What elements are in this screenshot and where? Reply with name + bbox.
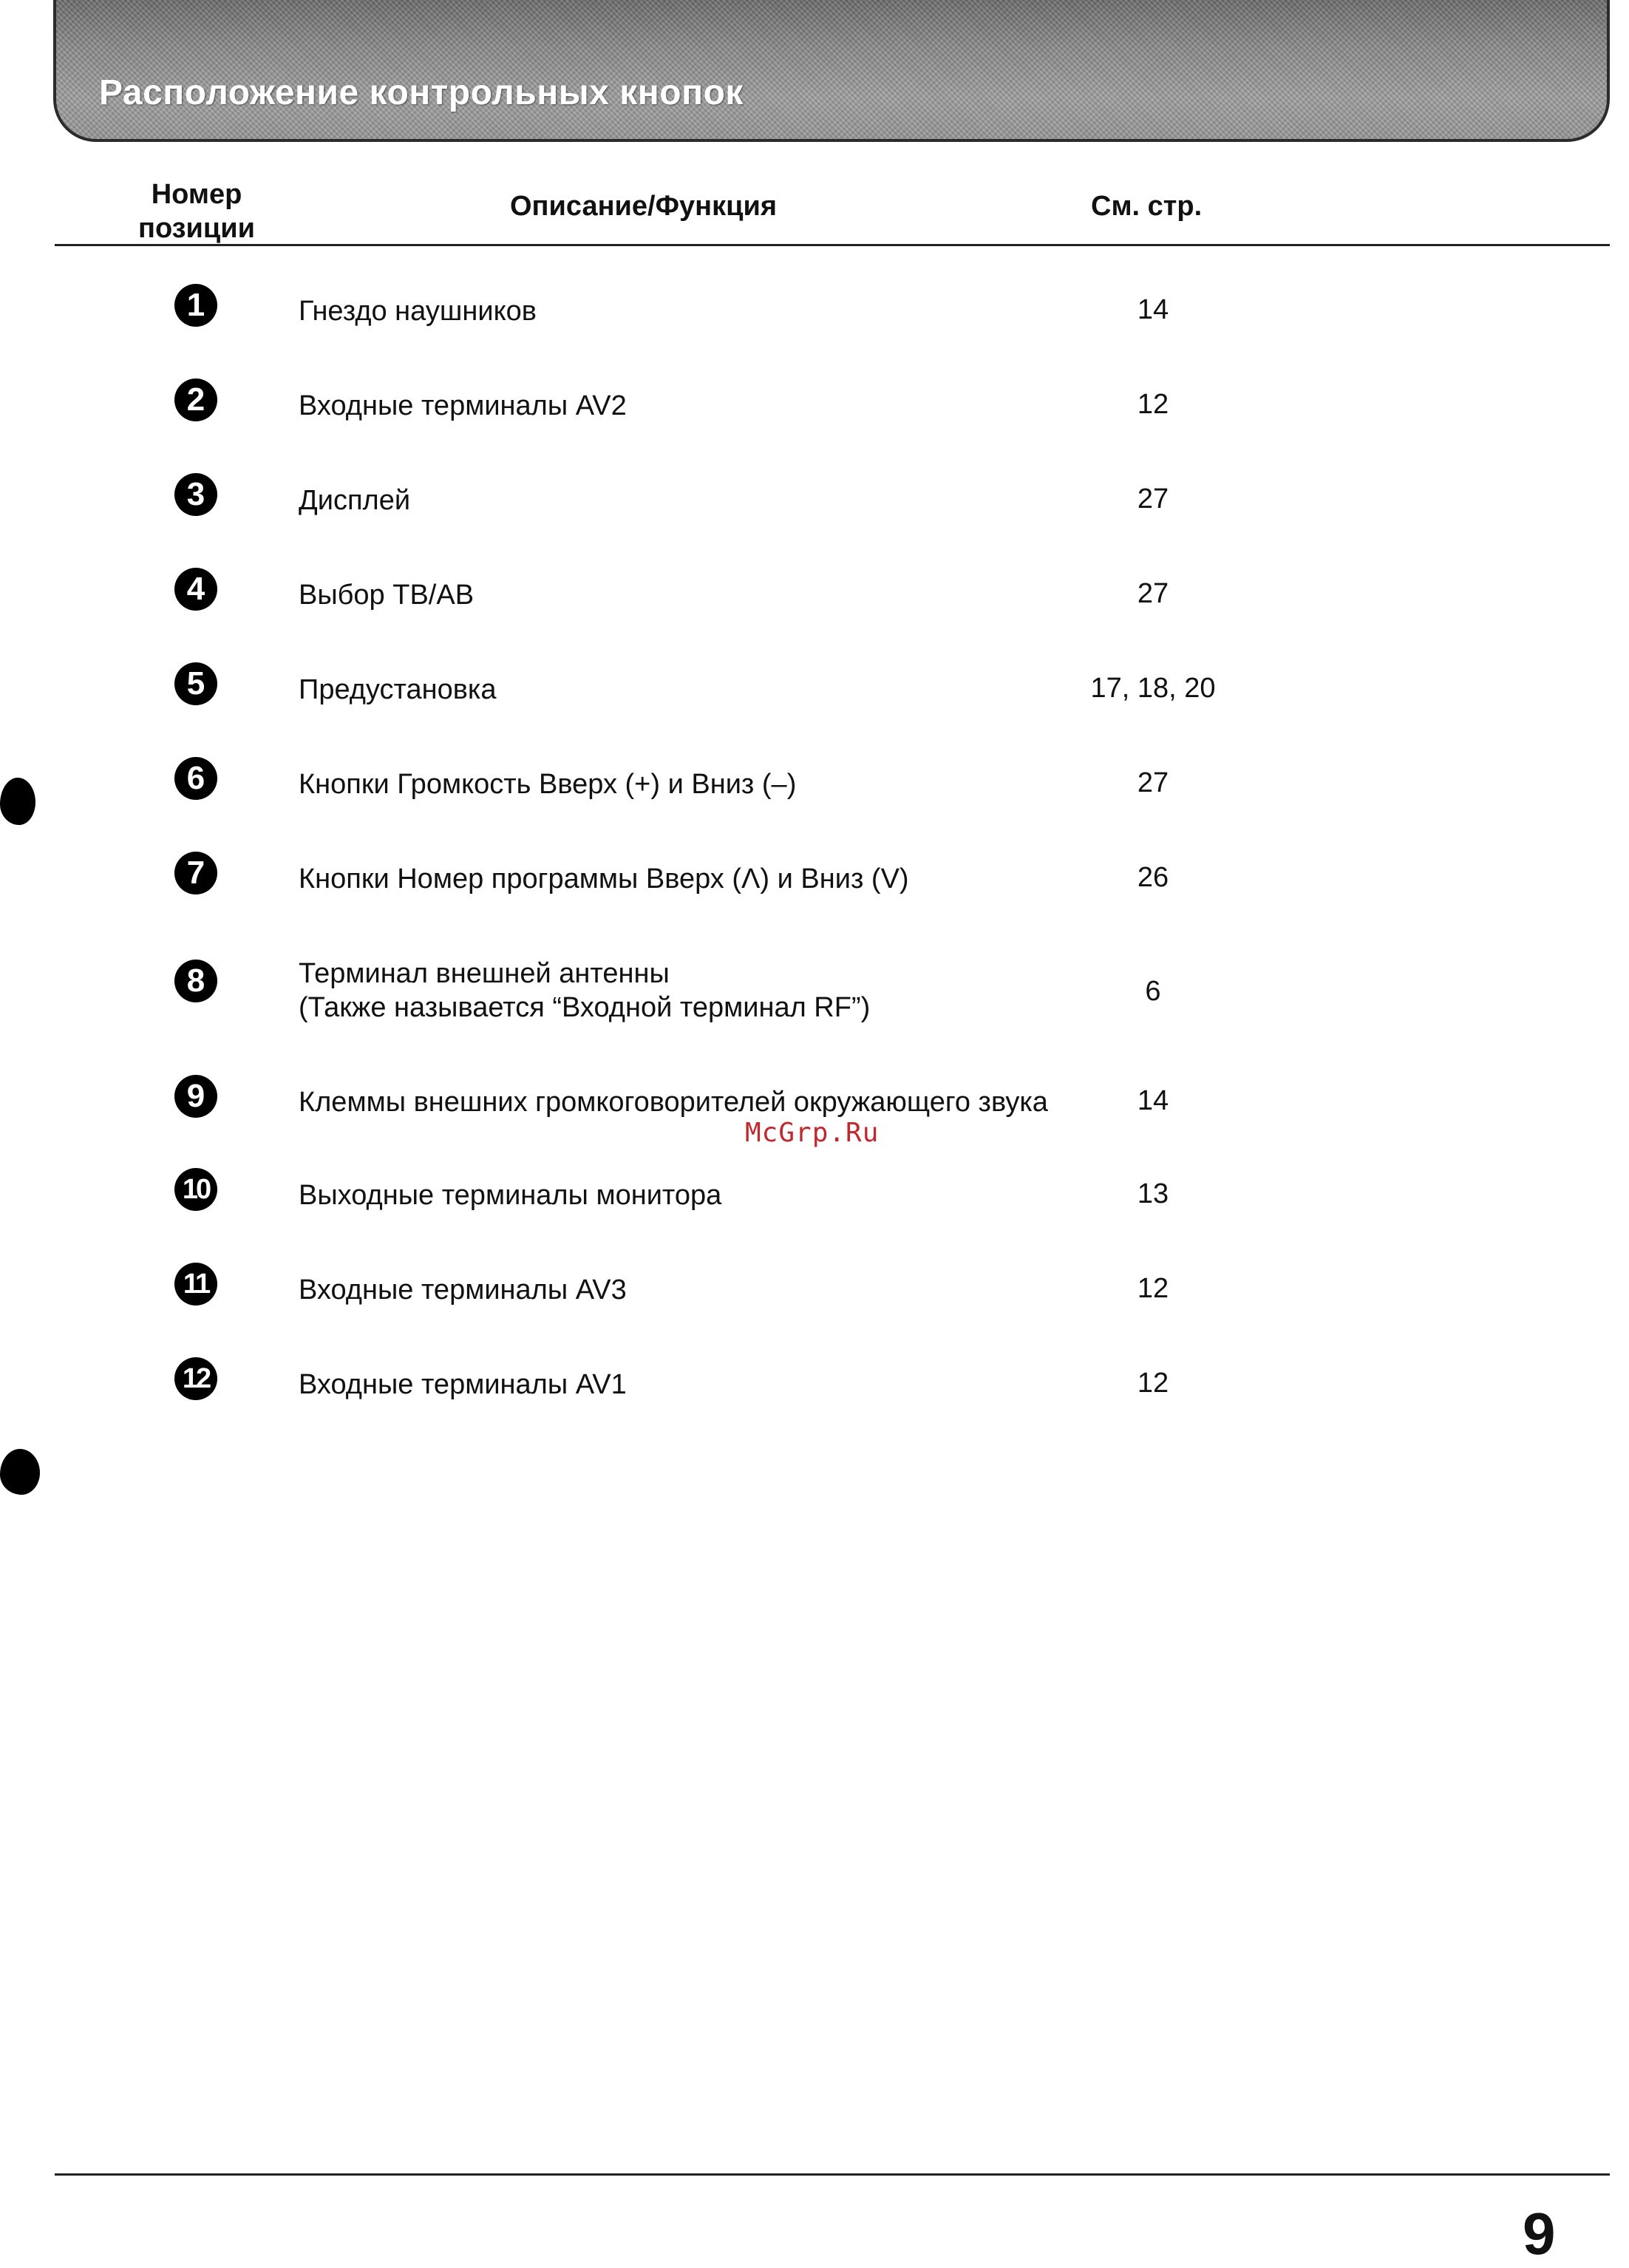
item-page-ref: 14 bbox=[1137, 294, 1169, 325]
table-row bbox=[0, 284, 1629, 350]
item-number-marker: 2 bbox=[174, 378, 217, 421]
item-page-ref: 27 bbox=[1137, 767, 1169, 798]
item-number-marker: 9 bbox=[174, 1075, 217, 1118]
item-description-line: Терминал внешней антенны bbox=[299, 958, 670, 989]
item-description-line: (Также называется “Входной терминал RF”) bbox=[299, 992, 871, 1023]
item-description: Входные терминалы AV3 bbox=[299, 1274, 627, 1306]
table-row bbox=[0, 960, 1629, 1056]
binding-hole-mark bbox=[0, 1449, 40, 1495]
binding-hole-mark bbox=[0, 778, 35, 825]
item-description: Входные терминалы AV2 bbox=[299, 390, 627, 421]
section-title: Расположение контрольных кнопок bbox=[99, 73, 744, 112]
header-divider bbox=[55, 244, 1610, 246]
item-page-ref: 17, 18, 20 bbox=[1090, 673, 1216, 704]
item-description: Гнездо наушников bbox=[299, 296, 537, 327]
table-row bbox=[0, 473, 1629, 540]
item-number-marker: 1 bbox=[174, 284, 217, 327]
item-description: Кнопки Номер программы Вверх (Λ) и Вниз (V) bbox=[299, 863, 909, 894]
table-row bbox=[0, 1263, 1629, 1329]
table-row bbox=[0, 1168, 1629, 1235]
table-row bbox=[0, 1357, 1629, 1424]
item-description: Выбор ТВ/АВ bbox=[299, 580, 475, 611]
column-header-page: См. стр. bbox=[1091, 191, 1203, 222]
item-description: Дисплей bbox=[299, 485, 411, 516]
item-page-ref: 6 bbox=[1145, 976, 1161, 1007]
table-row bbox=[0, 852, 1629, 918]
item-description bbox=[299, 957, 870, 1025]
column-header-description: Описание/Функция bbox=[510, 191, 778, 222]
item-page-ref: 12 bbox=[1137, 1368, 1169, 1399]
section-banner bbox=[53, 0, 1610, 142]
table-row bbox=[0, 568, 1629, 634]
item-description: Кнопки Громкость Вверх (+) и Вниз (–) bbox=[299, 769, 797, 800]
item-description: Клеммы внешних громкоговорителей окружающего звука bbox=[299, 1087, 1048, 1118]
footer-divider bbox=[55, 2173, 1610, 2176]
item-description: Выходные терминалы монитора bbox=[299, 1180, 722, 1211]
table-row bbox=[0, 757, 1629, 824]
item-number-marker: 10 bbox=[174, 1168, 217, 1211]
page-number: 9 bbox=[1523, 2201, 1556, 2267]
item-description: Предустановка bbox=[299, 674, 497, 705]
item-number-marker: 5 bbox=[174, 662, 217, 705]
item-page-ref: 27 bbox=[1137, 483, 1169, 515]
item-page-ref: 26 bbox=[1137, 862, 1169, 893]
item-page-ref: 27 bbox=[1137, 578, 1169, 609]
table-row bbox=[0, 378, 1629, 445]
item-page-ref: 12 bbox=[1137, 1273, 1169, 1304]
item-number-marker: 4 bbox=[174, 568, 217, 611]
item-number-marker: 7 bbox=[174, 852, 217, 894]
item-number-marker: 8 bbox=[174, 960, 217, 1002]
item-page-ref: 12 bbox=[1137, 389, 1169, 420]
item-number-marker: 11 bbox=[174, 1263, 217, 1306]
column-header-number: Номер позиции bbox=[138, 179, 255, 244]
item-number-marker: 12 bbox=[174, 1357, 217, 1400]
table-row bbox=[0, 662, 1629, 729]
item-number-marker: 3 bbox=[174, 473, 217, 516]
item-page-ref: 14 bbox=[1137, 1085, 1169, 1116]
item-description: Входные терминалы AV1 bbox=[299, 1369, 627, 1400]
item-page-ref: 13 bbox=[1137, 1178, 1169, 1209]
item-number-marker: 6 bbox=[174, 757, 217, 800]
watermark: McGrp.Ru bbox=[745, 1118, 880, 1148]
